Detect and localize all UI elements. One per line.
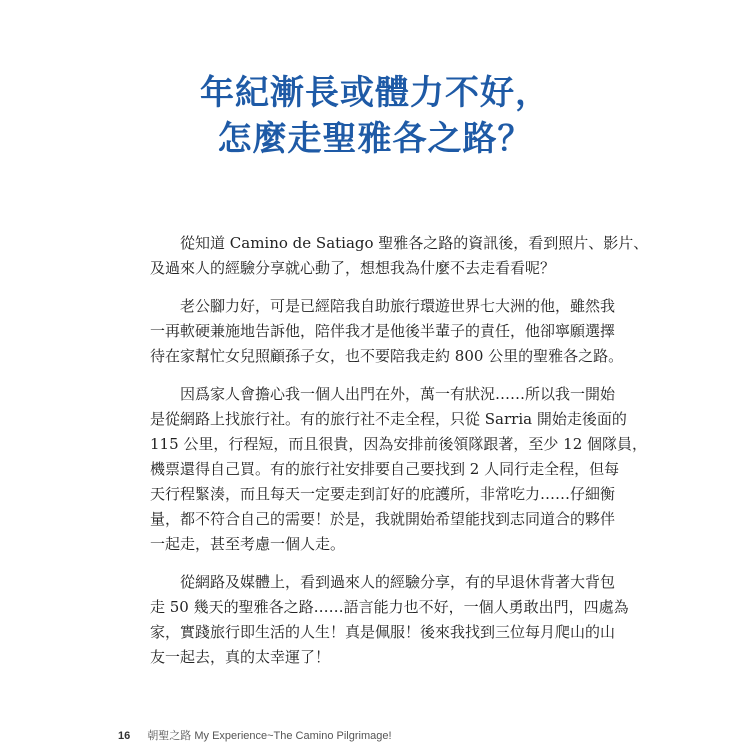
- text-line: 天行程緊湊，而且每天一定要走到訂好的庇護所，非常吃力……仔細衡: [150, 485, 616, 503]
- chapter-title-line-1: 年紀漸長或體力不好，: [200, 73, 550, 113]
- text-line: 115 公里，行程短，而且很貴，因為安排前後領隊跟著，至少 12 個隊員，: [150, 435, 648, 453]
- text-line: 及過來人的經驗分享就心動了，想想我為什麼不去走看看呢？: [150, 259, 556, 277]
- page-footer: [118, 727, 392, 743]
- running-title: 朝聖之路 My Experience~The Camino Pilgrimage!: [147, 730, 392, 742]
- text-line: 一起走，甚至考慮一個人走。: [150, 535, 346, 553]
- text-line: 機票還得自己買。有的旅行社安排要自己要找到 2 人同行走全程，但每: [150, 460, 620, 478]
- chapter-title: [0, 70, 750, 162]
- text-line: 一再軟硬兼施地告訴他，陪伴我才是他後半輩子的責任，他卻寧願選擇: [150, 322, 616, 340]
- chapter-title-line-2: 怎麼走聖雅各之路？: [217, 119, 533, 159]
- paragraph-2: [150, 294, 624, 369]
- paragraph-1: [150, 231, 649, 281]
- text-line: 走 50 幾天的聖雅各之路……語言能力也不好，一個人勇敢出門，四處為: [150, 598, 629, 616]
- paragraph-3: [150, 382, 648, 557]
- body-text: [150, 231, 649, 683]
- paragraph-4: [150, 570, 629, 670]
- text-line: 因爲家人會擔心我一個人出門在外，萬一有狀況……所以我一開始: [180, 385, 616, 403]
- text-line: 從知道 Camino de Satiago 聖雅各之路的資訊後，看到照片、影片、: [180, 234, 649, 252]
- text-line: 是從網路上找旅行社。有的旅行社不走全程，只從 Sarria 開始走後面的: [150, 410, 627, 428]
- text-line: 家，實踐旅行即生活的人生！真是佩服！後來我找到三位每月爬山的山: [150, 623, 616, 641]
- text-line: 友一起去，真的太幸運了！: [150, 648, 331, 666]
- text-line: 從網路及媒體上，看到過來人的經驗分享，有的早退休背著大背包: [180, 573, 616, 591]
- page-number: 16: [118, 730, 131, 742]
- text-line: 老公腳力好，可是已經陪我自助旅行環遊世界七大洲的他，雖然我: [180, 297, 616, 315]
- text-line: 量，都不符合自己的需要！於是，我就開始希望能找到志同道合的夥伴: [150, 510, 616, 528]
- text-line: 待在家幫忙女兒照顧孫子女，也不要陪我走約 800 公里的聖雅各之路。: [150, 347, 624, 365]
